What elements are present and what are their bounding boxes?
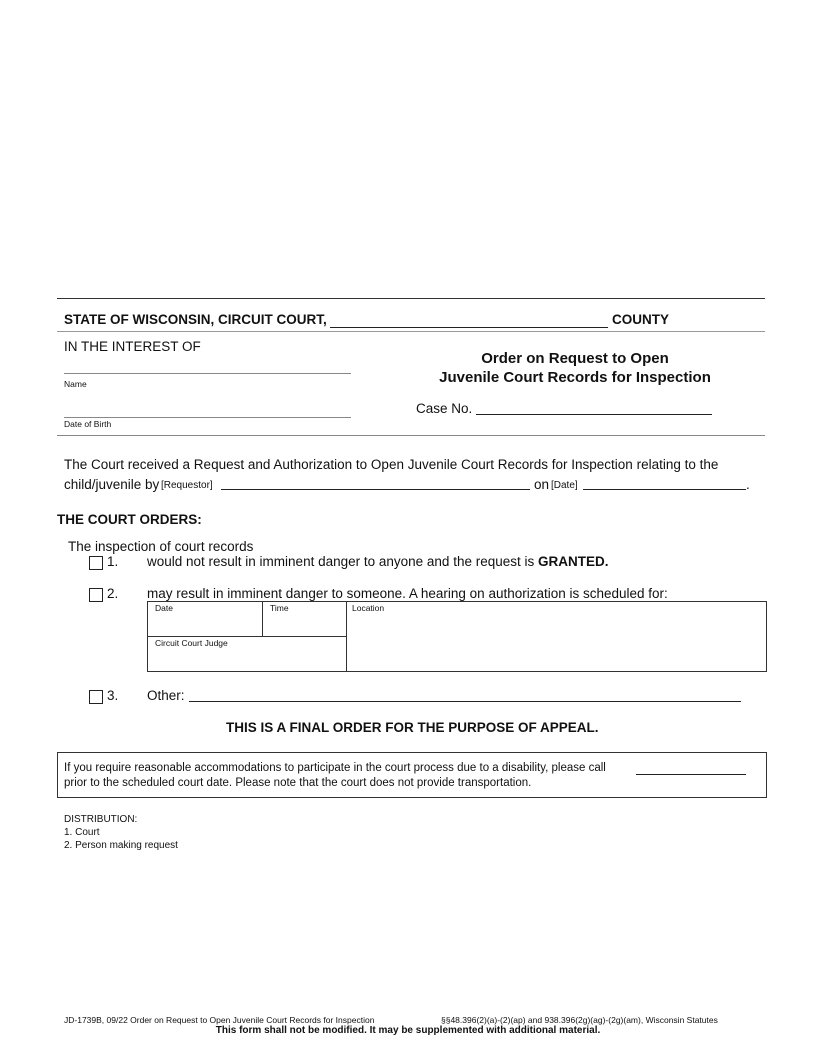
option-1-number: 1.	[107, 554, 119, 569]
option-1-text	[147, 554, 609, 569]
hearing-judge-cell[interactable]	[148, 637, 347, 671]
option-3-text: Other:	[147, 688, 185, 703]
hearing-table	[147, 601, 767, 672]
option-2-number: 2.	[107, 586, 119, 601]
requestor-field[interactable]	[221, 489, 530, 490]
form-id: JD-1739B, 09/22 Order on Request to Open Juvenile Court Records for Inspection	[64, 1015, 375, 1025]
on-label: on	[534, 477, 550, 492]
name-label: Name	[64, 379, 87, 389]
county-field[interactable]	[330, 327, 608, 328]
form-title-line2: Juvenile Court Records for Inspection	[439, 369, 711, 386]
final-order-statement: THIS IS A FINAL ORDER FOR THE PURPOSE OF APPEAL.	[226, 720, 599, 735]
name-field[interactable]	[64, 373, 351, 374]
inspection-intro: The inspection of court records	[68, 539, 254, 554]
other-field[interactable]	[189, 701, 741, 702]
option-2-text: may result in imminent danger to someone. A hearing on authorization is scheduled for:	[147, 586, 668, 601]
form-title-line1: Order on Request to Open	[481, 350, 669, 367]
hearing-location-label: Location	[352, 603, 385, 613]
dob-label: Date of Birth	[64, 419, 112, 429]
court-orders-heading: THE COURT ORDERS:	[57, 512, 202, 527]
option-3-number: 3.	[107, 688, 119, 703]
hearing-time-cell[interactable]	[263, 602, 347, 637]
statutes: §§48.396(2)(a)-(2)(ap) and 938.396(2g)(ag)-(2g)(am), Wisconsin Statutes	[441, 1015, 718, 1025]
distribution-title: DISTRIBUTION:	[64, 814, 138, 825]
option-1-checkbox[interactable]	[89, 556, 103, 570]
top-rule	[57, 298, 765, 299]
accommodation-box	[57, 752, 767, 798]
county-label: COUNTY	[612, 312, 669, 327]
hearing-location-cell[interactable]	[347, 602, 766, 671]
in-interest-of-label: IN THE INTEREST OF	[64, 339, 201, 354]
accommodation-line2: prior to the scheduled court date. Please note that the court does not provide transportation.	[64, 777, 532, 789]
date-label: [Date]	[551, 480, 578, 491]
date-field[interactable]	[583, 489, 746, 490]
hearing-date-label: Date	[155, 603, 173, 613]
case-no-field[interactable]	[476, 414, 712, 415]
state-court-label: STATE OF WISCONSIN, CIRCUIT COURT,	[64, 312, 327, 327]
divider	[57, 435, 765, 436]
dob-field[interactable]	[64, 417, 351, 418]
period: .	[746, 477, 750, 492]
option-1-label: would not result in imminent danger to anyone and the request is	[147, 554, 538, 569]
option-2-checkbox[interactable]	[89, 588, 103, 602]
requestor-label: [Requestor]	[161, 480, 213, 491]
hearing-date-cell[interactable]	[148, 602, 263, 637]
accommodation-line1: If you require reasonable accommodations to participate in the court process due to a disability, please call	[64, 762, 606, 774]
option-3-checkbox[interactable]	[89, 690, 103, 704]
accommodation-phone-field[interactable]	[636, 774, 746, 775]
granted-emphasis: GRANTED.	[538, 554, 609, 569]
hearing-time-label: Time	[270, 603, 289, 613]
modification-notice: This form shall not be modified. It may be supplemented with additional material.	[215, 1025, 601, 1036]
hearing-judge-label: Circuit Court Judge	[155, 638, 228, 648]
divider	[57, 331, 765, 332]
intro-line2-prefix: child/juvenile by	[64, 477, 160, 492]
case-no-label: Case No.	[416, 401, 473, 416]
intro-line1: The Court received a Request and Authorization to Open Juvenile Court Records for Inspection relating to the	[64, 457, 719, 472]
distribution-item: 1. Court	[64, 827, 100, 838]
distribution-item: 2. Person making request	[64, 840, 178, 851]
